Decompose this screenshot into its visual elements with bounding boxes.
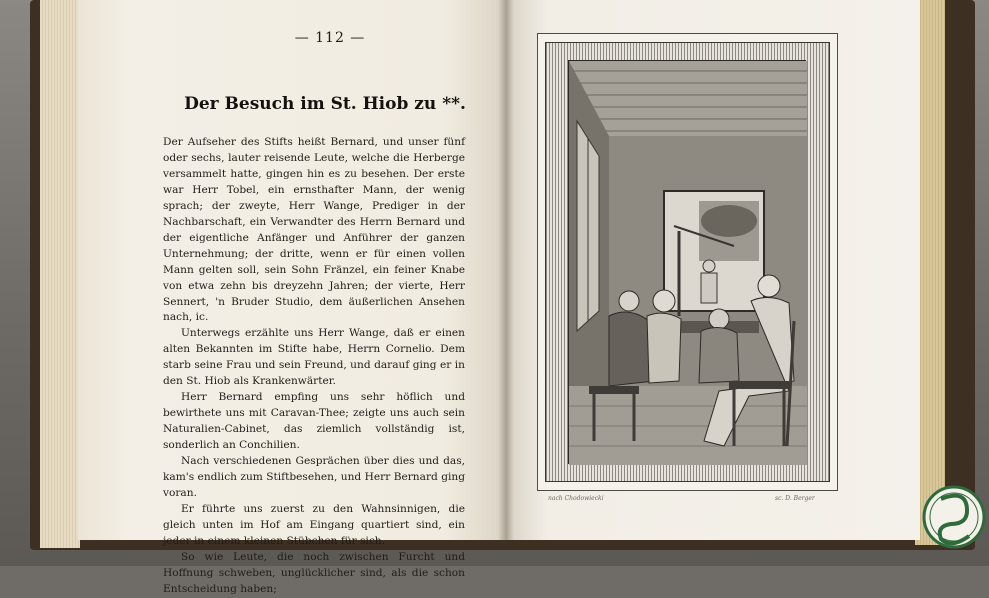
paragraph: Der Aufseher des Stifts heißt Bernard, und unser fünf oder sechs, lauter reisende Leute, welche die Herberge versammelt hatte, gingen hin es zu besehen. Der erste war Herr Tobel, ein ernsthafter Mann, der wenig sprach; der zweyte, Herr Wange, Prediger in der Nachbarschaft, ein Verwandter des Herrn Bernard und der eigentliche Anfänger und Anführer der ganzen Unternehmung; der dritte, wenn er für einen vollen Mann gelten soll, sein Sohn Fränzel, ein feiner Knabe von etwa zehn bis dreyzehn Jahren; der vierte, Herr Sennert, 'n Bruder Studio, dem äußerlichen Ansehen nach, ic. (163, 136, 465, 324)
page-number: — 112 — (294, 30, 366, 46)
engraving-scene (569, 61, 807, 465)
collector-stamp-logo (921, 474, 987, 560)
paragraph: Nach verschiedenen Gesprächen über dies und das, kam's endlich zum Stiftbesehen, und Herr Bernard ging voran. (163, 455, 465, 499)
body-text (163, 135, 465, 598)
paragraph: Herr Bernard empfing uns sehr höflich und bewirthete uns mit Caravan-Thee; zeigte uns auch sein Naturalien-Cabinet, das ziemlich vollständig ist, sonderlich an Conchilien. (163, 391, 465, 452)
engraving-caption-right: sc. D. Berger (775, 495, 815, 502)
engraving-illustration (568, 60, 806, 464)
paragraph: So wie Leute, die noch zwischen Furcht und Hoffnung schweben, unglücklicher sind, als die schon Entscheidung haben; (163, 550, 465, 595)
engraving-caption-left: nach Chodowiecki (548, 495, 604, 502)
stamp-graphic (921, 474, 987, 560)
paragraph: Unterwegs erzählte uns Herr Wange, daß er einen alten Bekannten im Stifte habe, Herrn Cornelio. Dem starb seine Frau und sein Freund, und darauf ging er in den St. Hiob als Krankenwärter. (163, 327, 465, 388)
book-gutter (498, 0, 514, 540)
paragraph: Er führte uns zuerst zu den Wahnsinnigen, die gleich unten im Hof am Eingang quartiert sind, ein jeder in einem kleinen Stübchen für sich. (163, 502, 465, 547)
chapter-title: Der Besuch im St. Hiob zu **. (184, 94, 466, 114)
page-edges-left (40, 0, 80, 548)
